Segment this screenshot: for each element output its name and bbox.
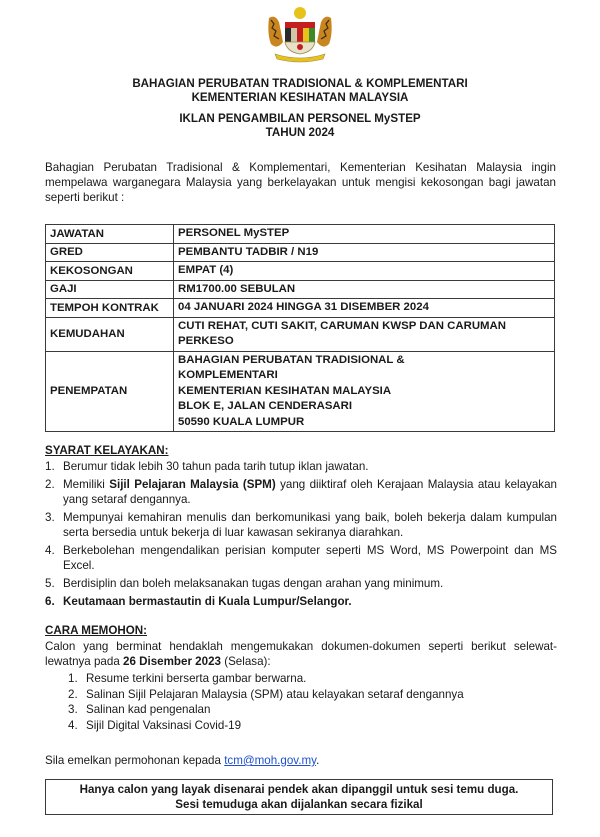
item-number: 4. bbox=[68, 718, 78, 732]
malaysia-coat-of-arms-icon bbox=[261, 4, 339, 64]
notice-line-1: Hanya calon yang layak disenarai pendek akan dipanggil untuk sesi temu duga. bbox=[79, 783, 519, 796]
email-instruction bbox=[45, 754, 319, 767]
requirement-text-post: yang diiktiraf oleh Kerajaan Malaysia atau kelayakan yang setaraf dengannya. bbox=[63, 478, 557, 506]
intro-text-post: (Selasa): bbox=[220, 655, 271, 668]
info-value-line: RM1700.00 SEBULAN bbox=[178, 282, 296, 295]
info-value-line: 50590 KUALA LUMPUR bbox=[178, 415, 305, 428]
requirement-item bbox=[45, 510, 557, 540]
ad-title-line-2: TAHUN 2024 bbox=[265, 126, 335, 139]
organization-heading bbox=[0, 77, 600, 105]
document-text: Sijil Digital Vaksinasi Covid-19 bbox=[86, 718, 242, 732]
document-text: Salinan Sijil Pelajaran Malaysia (SPM) atau kelayakan setaraf dengannya bbox=[86, 687, 464, 701]
ad-title bbox=[0, 112, 600, 140]
document-item bbox=[68, 702, 464, 718]
item-number: 2. bbox=[45, 478, 55, 491]
item-number: 5. bbox=[45, 577, 55, 590]
info-row bbox=[46, 299, 555, 318]
requirement-text-bold: Keutamaan bermastautin di Kuala Lumpur/Selangor. bbox=[63, 595, 352, 608]
info-value bbox=[174, 299, 555, 318]
requirement-text-pre: Berdisiplin dan boleh melaksanakan tugas dengan arahan yang minimum. bbox=[63, 577, 444, 590]
org-line-2: KEMENTERIAN KESIHATAN MALAYSIA bbox=[191, 91, 409, 104]
document-item bbox=[68, 718, 464, 734]
info-row bbox=[46, 317, 555, 351]
how-to-apply-intro bbox=[45, 639, 557, 669]
info-label: KEKOSONGAN bbox=[46, 262, 174, 281]
info-label: TEMPOH KONTRAK bbox=[46, 299, 174, 318]
info-row bbox=[46, 351, 555, 432]
email-link[interactable]: tcm@moh.gov.my bbox=[224, 754, 317, 767]
info-value-line: 04 JANUARI 2024 HINGGA 31 DISEMBER 2024 bbox=[178, 301, 429, 313]
item-number: 3. bbox=[68, 703, 78, 716]
intro-text-pre: Calon yang berminat hendaklah mengemukakan dokumen-dokumen seperti berikut selewat-lewatnya pada bbox=[45, 640, 557, 668]
intro-paragraph: Bahagian Perubatan Tradisional & Komplementari, Kementerian Kesihatan Malaysia ingin mempelawa warganegara Malaysia yang berkelayakan untuk mengisi kekosongan bagi jawatan seperti berikut : bbox=[45, 161, 556, 204]
position-info-table bbox=[45, 224, 555, 432]
info-value bbox=[174, 351, 555, 432]
info-value-line: KOMPLEMENTARI bbox=[178, 369, 278, 381]
document-text: Resume terkini berserta gambar berwarna. bbox=[86, 672, 307, 685]
document-item bbox=[68, 671, 464, 687]
info-value-line: PERKESO bbox=[178, 335, 234, 347]
info-row bbox=[46, 280, 555, 299]
item-number: 1. bbox=[68, 672, 78, 685]
item-number: 4. bbox=[45, 544, 55, 557]
requirement-item bbox=[45, 459, 557, 474]
requirement-text-pre: Berkebolehan mengendalikan perisian komputer seperti MS Word, MS Powerpoint dan MS Excel. bbox=[63, 544, 557, 572]
requirement-item bbox=[45, 477, 557, 507]
info-row bbox=[46, 225, 555, 244]
document-item bbox=[68, 687, 464, 703]
requirements-heading: SYARAT KELAYAKAN: bbox=[45, 444, 169, 457]
info-label: KEMUDAHAN bbox=[46, 317, 174, 351]
info-label: JAWATAN bbox=[46, 225, 174, 244]
document-text: Salinan kad pengenalan bbox=[86, 703, 211, 716]
info-value bbox=[174, 243, 555, 262]
item-number: 6. bbox=[45, 595, 55, 608]
info-value-line: EMPAT (4) bbox=[178, 264, 234, 276]
info-label: PENEMPATAN bbox=[46, 351, 174, 432]
notice-line-2: Sesi temuduga akan dijalankan secara fizikal bbox=[175, 798, 423, 811]
info-row bbox=[46, 262, 555, 281]
item-number: 3. bbox=[45, 511, 55, 524]
info-value-line: PEMBANTU TADBIR / N19 bbox=[178, 245, 319, 258]
deadline-date: 26 Disember 2023 bbox=[123, 655, 221, 668]
org-line-1: BAHAGIAN PERUBATAN TRADISIONAL & KOMPLEMENTARI bbox=[132, 77, 468, 90]
requirement-text-bold: Sijil Pelajaran Malaysia (SPM) bbox=[109, 478, 276, 491]
info-value-line: BAHAGIAN PERUBATAN TRADISIONAL & bbox=[178, 353, 405, 366]
info-label: GAJI bbox=[46, 280, 174, 299]
requirement-text-pre: Mempunyai kemahiran menulis dan berkomunikasi yang baik, boleh bekerja dalam kumpulan serta bersedia untuk bekerja di luar kawasan sekiranya diarahkan. bbox=[63, 511, 557, 539]
info-row bbox=[46, 243, 555, 262]
info-value-line: PERSONEL MySTEP bbox=[178, 227, 290, 239]
info-value bbox=[174, 317, 555, 351]
requirement-text-pre: Memiliki bbox=[63, 478, 110, 491]
email-prefix: Sila emelkan permohonan kepada bbox=[45, 754, 225, 767]
info-value-line: CUTI REHAT, CUTI SAKIT, CARUMAN KWSP DAN CARUMAN bbox=[178, 319, 506, 332]
email-suffix: . bbox=[316, 754, 320, 767]
requirement-item bbox=[45, 594, 557, 609]
info-value-line: KEMENTERIAN KESIHATAN MALAYSIA bbox=[178, 384, 392, 397]
documents-list bbox=[68, 671, 464, 733]
requirement-text-pre: Berumur tidak lebih 30 tahun pada tarih tutup iklan jawatan. bbox=[63, 460, 369, 473]
item-number: 2. bbox=[68, 687, 78, 701]
requirement-item bbox=[45, 543, 557, 573]
item-number: 1. bbox=[45, 460, 55, 473]
info-value bbox=[174, 225, 555, 244]
info-value bbox=[174, 262, 555, 281]
how-to-apply-heading: CARA MEMOHON: bbox=[45, 624, 147, 637]
ad-title-line-1: IKLAN PENGAMBILAN PERSONEL MySTEP bbox=[179, 112, 421, 125]
info-value-line: BLOK E, JALAN CENDERASARI bbox=[178, 400, 353, 412]
requirement-item bbox=[45, 576, 557, 591]
info-label: GRED bbox=[46, 243, 174, 262]
requirements-list bbox=[45, 459, 557, 612]
interview-notice-box bbox=[45, 779, 553, 815]
info-value bbox=[174, 280, 555, 299]
